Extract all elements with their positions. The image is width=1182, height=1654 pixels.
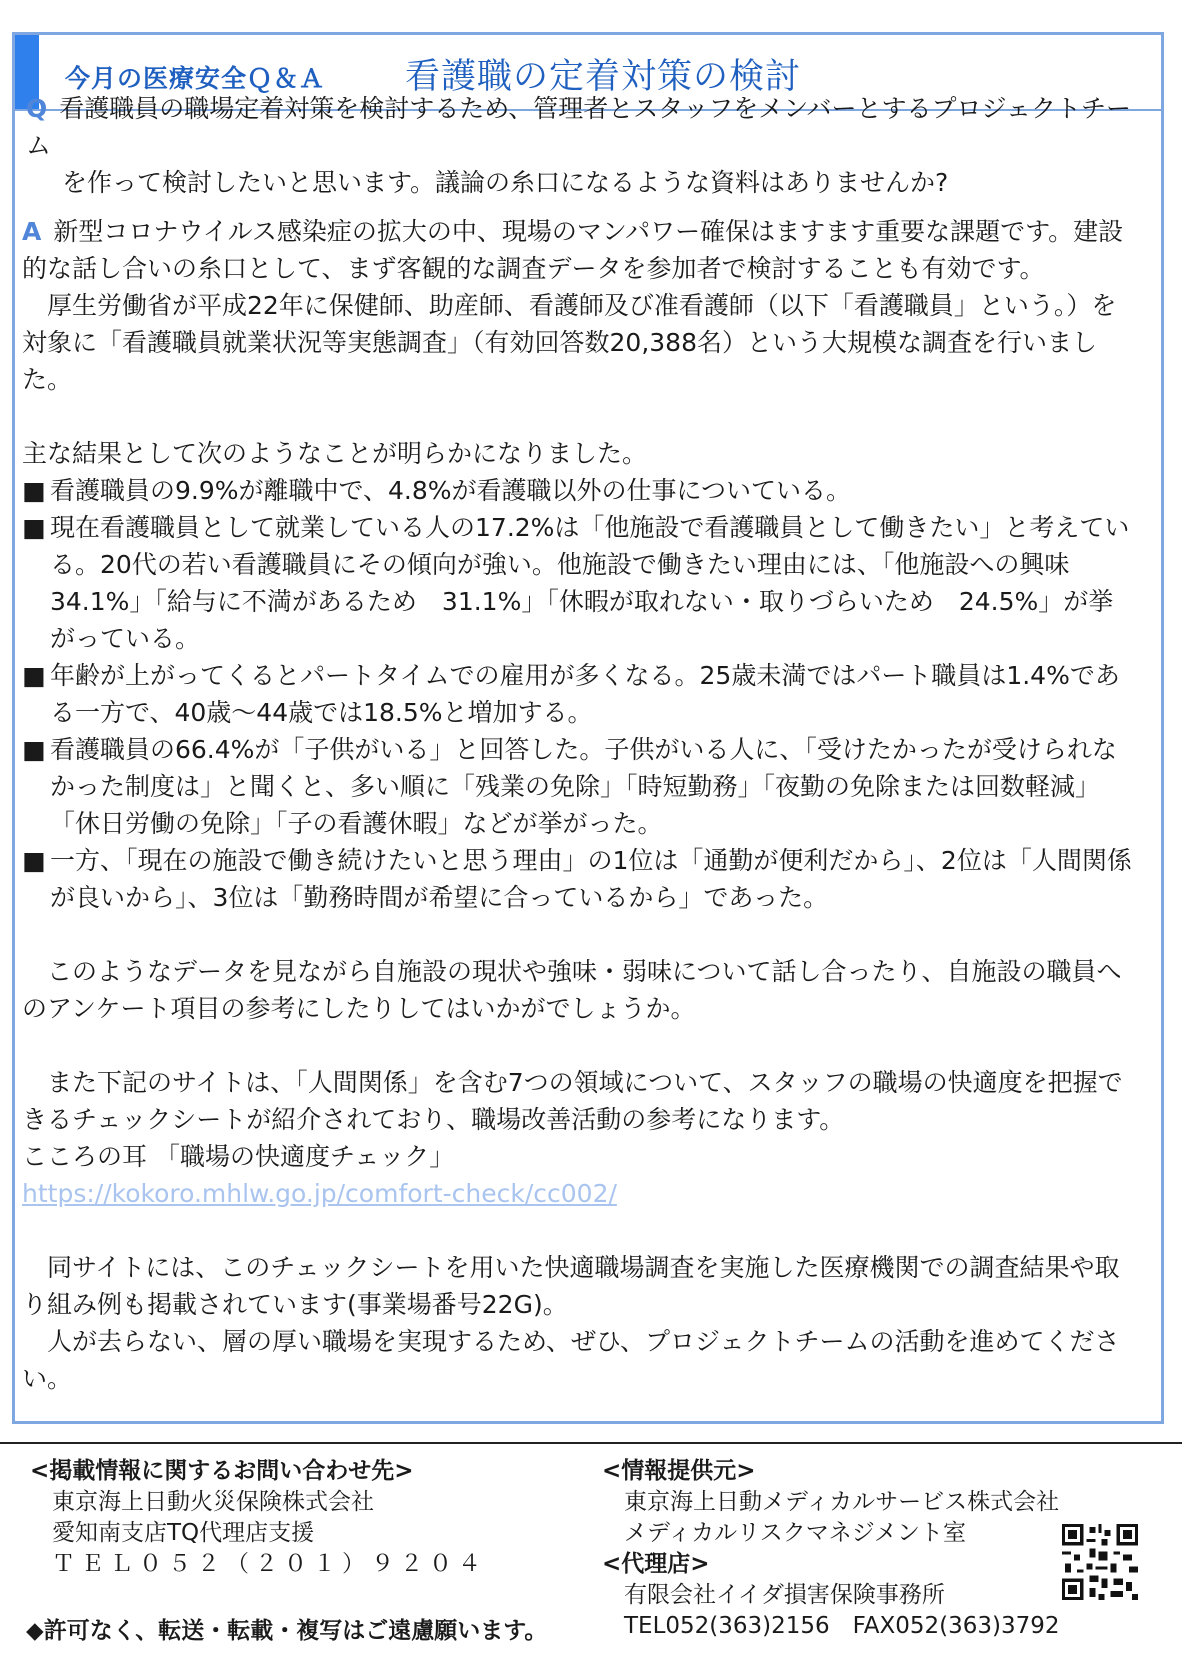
contact-tel: ＴＥＬ０５２（２０１）９２０４: [52, 1551, 487, 1577]
closing-text: 人が去らない、層の厚い職場を実現するため、ぜひ、プロジェクトチームの活動を進めてください。: [22, 1327, 1120, 1393]
result-item: ■ 年齢が上がってくるとパートタイムでの雇用が多くなる。25歳未満ではパート職員は1.4%である一方で、40歳～44歳では18.5%と増加する。: [22, 657, 1134, 731]
site-name: こころの耳 「職場の快適度チェック」: [22, 1142, 455, 1171]
provider-company: 東京海上日動メディカルサービス株式会社: [624, 1489, 1060, 1515]
question-block: [26, 90, 1134, 201]
answer-survey: 厚生労働省が平成22年に保健師、助産師、看護師及び准看護師（以下「看護職員」という。）を対象に「看護職員就業状況等実態調査」（有効回答数20,388名）という大規模な調査を行いました。: [22, 291, 1117, 394]
bullet-icon: ■: [22, 846, 46, 875]
question-text-2: を作って検討したいと思います。議論の糸口になるような資料はありませんか?: [62, 168, 949, 197]
question-text-1: 看護職員の職場定着対策を検討するため、管理者とスタッフをメンバーとするプロジェクトチーム: [26, 94, 1132, 160]
bullet-icon: ■: [22, 513, 46, 542]
answer-letter: A: [22, 217, 42, 246]
qr-code-icon[interactable]: [1062, 1524, 1138, 1600]
bullet-icon: ■: [22, 735, 46, 764]
contact-company: 東京海上日動火災保険株式会社: [52, 1489, 374, 1515]
answer-block: [22, 213, 1134, 1397]
agency-heading: <代理店>: [602, 1551, 710, 1577]
provider-dept: メディカルリスクマネジメント室: [624, 1520, 967, 1546]
site-note: 同サイトには、このチェックシートを用いた快適職場調査を実施した医療機関での調査結果や取り組み例も掲載されています(事業場番号22G)。: [22, 1253, 1120, 1319]
contact-branch: 愛知南支店TQ代理店支援: [52, 1520, 315, 1546]
contact-heading: <掲載情報に関するお問い合わせ先>: [30, 1458, 414, 1484]
question-letter: Q: [26, 94, 48, 123]
results-intro: 主な結果として次のようなことが明らかになりました。: [22, 439, 648, 468]
footer-divider: [0, 1442, 1182, 1444]
bullet-icon: ■: [22, 476, 46, 505]
result-item: ■ 看護職員の9.9%が離職中で、4.8%が看護職以外の仕事についている。: [22, 472, 1134, 509]
provider-info: [602, 1456, 1060, 1642]
copy-notice: ◆許可なく、転送・転載・複写はご遠慮願います。: [26, 1618, 548, 1644]
agency-name: 有限会社イイダ損害保険事務所: [624, 1582, 945, 1608]
result-item: ■ 現在看護職員として就業している人の17.2%は「他施設で看護職員として働きたい」と考えている。20代の若い看護職員にその傾向が強い。他施設で働きたい理由には、「他施設への興味 34.1%」「給与に不満があるため 31.1%」「休暇が取れない・取りづらいため 24.5%」が挙がっている。: [22, 509, 1134, 657]
site-link[interactable]: https://kokoro.mhlw.go.jp/comfort-check/cc002/: [22, 1179, 617, 1208]
page-title: 看護職の定着対策の検討: [405, 57, 802, 97]
result-item: ■ 看護職員の66.4%が「子供がいる」と回答した。子供がいる人に、「受けたかったが受けられなかった制度は」と聞くと、多い順に「残業の免除」「時短勤務」「夜勤の免除または回数軽減」「休日労働の免除」「子の看護休暇」などが挙がった。: [22, 731, 1134, 842]
provider-heading: <情報提供元>: [602, 1458, 756, 1484]
suggestion-text: このようなデータを見ながら自施設の現状や強味・弱味について話し合ったり、自施設の職員へのアンケート項目の参考にしたりしてはいかがでしょうか。: [22, 957, 1122, 1023]
agency-tel: TEL052(363)2156 FAX052(363)3792: [624, 1613, 1060, 1639]
bullet-icon: ■: [22, 661, 46, 690]
answer-intro: 新型コロナウイルス感染症の拡大の中、現場のマンパワー確保はますます重要な課題です。建設的な話し合いの糸口として、まず客観的な調査データを参加者で検討することも有効です。: [22, 217, 1124, 283]
contact-info: [30, 1456, 487, 1580]
section-label: 今月の医療安全Ｑ＆Ａ: [65, 64, 326, 93]
site-intro: また下記のサイトは、「人間関係」を含む7つの領域について、スタッフの職場の快適度を把握できるチェックシートが紹介されており、職場改善活動の参考になります。: [22, 1068, 1123, 1134]
result-item: ■ 一方、「現在の施設で働き続けたいと思う理由」の1位は「通勤が便利だから」、2位は「人間関係が良いから」、3位は「勤務時間が希望に合っているから」であった。: [22, 842, 1134, 916]
article-body: [22, 90, 1134, 1397]
